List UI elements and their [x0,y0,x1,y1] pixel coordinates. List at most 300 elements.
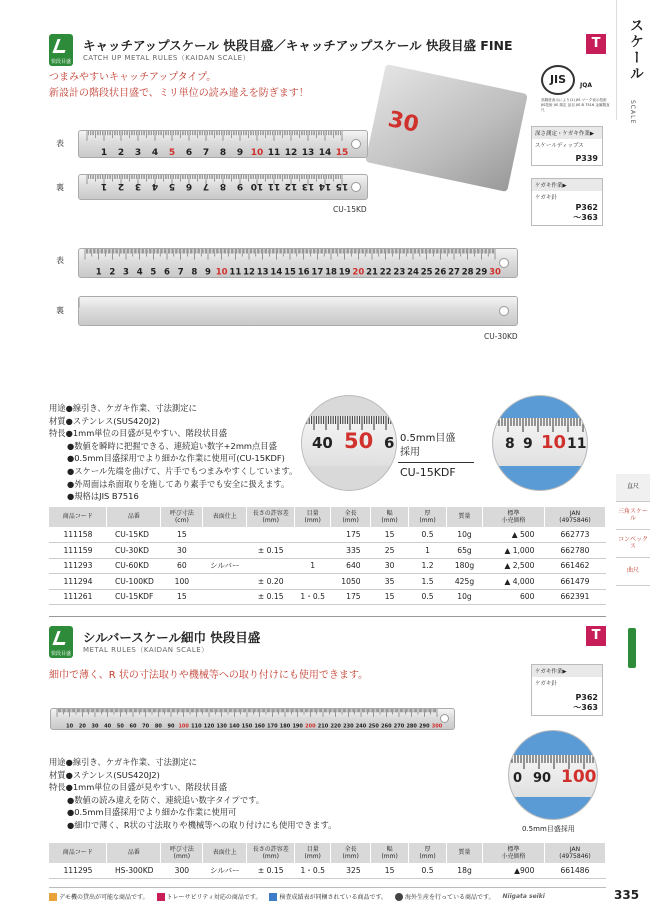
footer-item-inspect [269,892,387,902]
table-cell: CU-60KD [107,558,161,574]
table-header: 質量 [447,507,483,527]
zoom-number-red: 50 [344,429,374,453]
table-cell: 175 [331,527,371,543]
traceability-icon [157,893,165,901]
table-header: 標準 小売価格 [483,843,545,863]
ruler-cu15-front [78,130,368,158]
table-cell [203,527,247,543]
ruler-number: 160 [254,723,265,730]
ruler-scale [79,297,518,326]
table-cell: 111294 [49,574,107,590]
zoom-number: 40 [312,434,333,452]
table-cell: 18g [447,863,483,879]
table-header: 商品コード [49,507,107,527]
spec-bullet: ●規格はJIS B7516 [67,491,139,502]
ruler-number: 14 [270,267,283,278]
table-cell [295,574,331,590]
table-cell: ± 0.15 [247,863,295,879]
ruler-number: 19 [338,267,351,278]
table-header-row [49,507,606,527]
table-header: 長さの許容差 (mm) [247,507,295,527]
table-header: 質量 [447,843,483,863]
ruler-number: 6 [164,267,170,278]
ruler-number: 2 [117,181,125,192]
zoom-note: 0.5mm目盛採用 [522,825,575,833]
zoom-note [400,432,455,460]
jis-note: 高精度表示により(1) JIS マーク表示技術 JIS技術 JIS 規定 品目 JIS B 7516 金属製直尺 [541,98,610,112]
table-cell: 1・0.5 [295,863,331,879]
ruler-number: 180 [279,723,291,730]
table-cell: 662780 [544,543,605,559]
ruler-number: 15 [284,267,296,278]
ruler-hole [351,182,361,192]
spec-material: 材質●ステンレス(SUS420J2) [49,415,160,426]
zoom-number: 90 [533,771,552,786]
table-cell [203,574,247,590]
ruler-number: 3 [134,181,142,192]
table-cell: ± 0.15 [247,543,295,559]
ruler-scale [79,249,518,278]
jis-mark-icon: JIS [541,65,575,95]
lead-line-2: 新設計の階段状目盛で、ミリ単位の読み違えを防ぎます！ [49,88,309,99]
ruler-number: 4 [151,147,159,158]
table-cell: 0.5 [409,863,447,879]
table-row [49,543,606,559]
section1-subtitle: CATCH UP METAL RULES（KAIDAN SCALE） [83,54,251,62]
table-cell: 1.2 [409,558,447,574]
table-cell: 661479 [544,574,605,590]
table-header: 厚 (mm) [409,507,447,527]
section2-spec [49,756,336,832]
table-cell: 640 [331,558,371,574]
table-cell: 0.5 [409,527,447,543]
ruler-cu15-back [78,174,368,200]
ruler-number: 9 [236,147,244,158]
traceability-badge: T [586,34,606,54]
ruler-number: 150 [241,723,253,730]
table-cell: CU-100KD [107,574,161,590]
ruler-number: 130 [216,723,227,730]
logo-label: 快段目盛 [50,59,71,65]
ruler-cu30-front [78,248,518,278]
ruler-number: 240 [355,723,367,730]
table-cell: 661462 [544,558,605,574]
footer-item-demo [49,892,149,902]
ruler-number: 40 [104,723,112,730]
ruler-number: 18 [325,267,337,278]
table-cell: 600 [483,589,545,605]
ruler-number: 200 [305,723,316,730]
ruler-number: 12 [243,267,255,278]
ruler-number: 110 [191,723,202,730]
side-tabs [616,474,650,586]
spec-bullet: ●スケール先端を曲げて、片手でもつまみやすくしています。 [67,465,298,476]
spec-usage: 用途●線引き、ケガキ作業、寸法測定に [49,403,197,413]
ruler-hole [499,306,509,316]
globe-icon [395,893,403,901]
table-body [49,863,606,879]
ref-body-text: ケガキ針 [535,195,557,201]
spec-bullet: ●外周面は糸面取りを施してあり素手でも安全に扱えます。 [67,478,290,489]
zoom-number: 8 [505,436,515,452]
ruler-number: 10 [215,267,228,278]
ruler-number: 22 [379,267,392,278]
table-cell: ▲ 1,000 [483,543,545,559]
ruler-number: 140 [229,723,240,730]
ruler-number: 190 [292,723,303,730]
table-cell: 15 [161,589,203,605]
ruler-number: 270 [393,723,405,730]
model-label-cu15: CU-15KD [333,205,367,214]
table-row [49,558,606,574]
table-cell: CU-15KD [107,527,161,543]
ruler-number: 100 [178,723,189,730]
table-cell: 111159 [49,543,107,559]
table-header: 長さの許容差 (mm) [247,843,295,863]
table-cell: 1 [409,543,447,559]
table-cell: シルバー [203,863,247,879]
section2-header [49,626,606,660]
section2-subtitle: METAL RULES（KAIDAN SCALE） [83,646,209,654]
zoom-divider [398,462,474,463]
ruler-number: 15 [335,181,349,192]
zoom-model: CU-15KDF [400,466,456,479]
ruler-number: 70 [142,723,150,730]
table-cell: 10g [447,589,483,605]
ruler-number: 26 [434,267,447,278]
ruler-number: 6 [185,147,193,158]
table-cell: 335 [331,543,371,559]
table-cell: 15 [371,863,409,879]
table-header: 目量 (mm) [295,843,331,863]
ref-head: ケガキ作業▶ [532,665,602,677]
ruler-number: 210 [317,723,329,730]
table-header: 品番 [107,843,161,863]
ruler-number: 250 [368,723,379,730]
face-front-label: 表 [56,139,64,148]
zoom-number: 11 [567,436,587,452]
table-cell: 1・0.5 [295,589,331,605]
table-header: 品番 [107,507,161,527]
ruler-number: 1 [95,267,102,278]
table-header: 厚 (mm) [409,843,447,863]
table-cell: 111158 [49,527,107,543]
zoom-circle-blue [492,395,588,491]
ruler-number: 8 [191,267,198,278]
ruler-scale [51,709,455,730]
ruler-number: 5 [150,267,157,278]
ruler-number: 16 [297,267,310,278]
ruler-number: 11 [267,181,281,192]
ruler-number: 13 [301,147,315,158]
table-cell: 111293 [49,558,107,574]
table-cell: 425g [447,574,483,590]
ruler-hole [351,139,361,149]
table-cell: 10g [447,527,483,543]
ref-head: ケガキ作業▶ [532,179,602,191]
product-photo-number: 30 [385,107,421,138]
side-tab-triangle[interactable]: 三角スケール [616,502,650,530]
table-cell: 662773 [544,527,605,543]
table-header: 呼び寸法 (cm) [161,507,203,527]
ruler-number: 30 [91,723,99,730]
ref-body-text: スケールディップス [535,143,584,149]
section1-spec [49,402,297,503]
table-cell: 100 [161,574,203,590]
table-cell: 15 [161,527,203,543]
table-header: 表面仕上 [203,843,247,863]
face-back-label: 裏 [56,306,64,315]
table-cell: 325 [331,863,371,879]
ruler-number: 5 [168,181,176,192]
ref-body-text: ケガキ針 [535,681,557,687]
zoom-number: 6 [384,434,395,452]
zoom-number-red: 10 [541,432,567,453]
side-subtitle: SCALE [629,100,636,125]
ruler-hole [440,714,449,723]
ruler-number: 29 [475,267,488,278]
jqa-mark: JQA [580,82,592,89]
table-cell: ▲ 2,500 [483,558,545,574]
footer-text: 検査成績表が同梱されている商品です。 [279,893,387,901]
ruler-number: 10 [66,723,74,730]
section1-lead [49,70,309,102]
ref-body [532,191,602,225]
section-divider [49,616,606,617]
table-cell: 0.5 [409,589,447,605]
table-cell: 661486 [544,863,605,879]
table-header: 目量 (mm) [295,507,331,527]
table-header: 全長 (mm) [331,843,371,863]
table-cell: 25 [371,543,409,559]
ruler-number: 5 [168,147,176,158]
ruler-number: 10 [250,147,264,158]
page-number: 335 [614,888,640,902]
spec-material: 材質●ステンレス(SUS420J2) [49,769,160,780]
table-row [49,574,606,590]
table-header-row [49,843,606,863]
ruler-number: 6 [185,181,193,192]
zoom-circle-hs300 [508,730,598,820]
spec-bullet: ●数値を瞬時に把握できる、連続追い数字+2mm点目盛 [67,440,277,451]
ruler-cu30-back [78,296,518,326]
logo-label: 快段目盛 [50,651,71,657]
ruler-number: 170 [267,723,278,730]
table-cell: 1.5 [409,574,447,590]
table-cell: 300 [161,863,203,879]
ruler-number: 7 [202,147,210,158]
side-title: スケール [628,18,644,82]
ruler-number: 60 [129,723,137,730]
ruler-number: 8 [219,147,227,158]
footer-text: デモ機の貸出が可能な商品です。 [59,893,149,901]
ruler-number: 12 [284,147,298,158]
ref-box-scriber[interactable] [531,178,603,226]
ruler-number: 20 [352,267,365,278]
ruler-number: 230 [343,723,354,730]
side-header [616,0,650,125]
table-body [49,527,606,605]
ref-box-scriber-2[interactable] [531,664,603,716]
table-cell: 1050 [331,574,371,590]
ruler-number: 3 [134,147,142,158]
ruler-number: 11 [229,267,242,278]
ruler-scale [79,131,368,158]
table-cell [203,589,247,605]
page-footer [49,887,606,903]
footer-text: トレーサビリティ対応の商品です。 [166,893,262,901]
table-cell: シルバー [203,558,247,574]
table-header: 幅 (mm) [371,507,409,527]
kaidan-logo-icon [49,626,73,658]
spec-feature: 特長●1mm単位の目盛が見やすい、階段状目盛 [49,782,228,793]
side-tab-square[interactable]: 曲尺 [616,558,650,586]
table-header: 呼び寸法 (mm) [161,843,203,863]
ruler-number: 9 [236,181,244,192]
ruler-hs300 [50,708,455,730]
table-cell: 175 [331,589,371,605]
zoom-number: 0 [513,771,523,786]
table-cell: 111261 [49,589,107,605]
table-cell: 60 [161,558,203,574]
side-marker [628,628,636,668]
spec-bullet: ●0.5mm目盛採用でより細かな作業に使用可 [67,807,237,818]
ruler-number: 23 [393,267,406,278]
kaidan-logo-icon [49,34,73,66]
ruler-number: 21 [366,267,378,278]
table-cell [247,558,295,574]
ruler-number: 280 [406,723,417,730]
inspection-icon [269,893,277,901]
spec-bullet: ●数値の読み違えを防ぐ、連続追い数字タイプです。 [67,794,265,805]
footer-item-trace [157,892,262,902]
ruler-number: 8 [219,181,227,192]
zoom-number: 9 [523,436,533,452]
ref-page: P339 [575,154,598,163]
table-row [49,527,606,543]
table-cell: ± 0.20 [247,574,295,590]
table-cell: 65g [447,543,483,559]
ruler-number: 9 [205,267,211,278]
table-cell: HS-300KD [107,863,161,879]
zoom-note-line: 0.5mm目盛 [400,433,456,444]
table-row [49,589,606,605]
ruler-number: 12 [284,181,298,192]
ruler-number: 2 [117,147,125,158]
table-cell: 15 [371,589,409,605]
spec-feature: 特長●1mm単位の目盛が見やすい、階段状目盛 [49,428,228,439]
spec-bullet: ●0.5mm目盛採用でより細かな作業に使用可(CU-15KDF) [67,453,285,464]
ref-page: P362 〜363 [573,203,598,222]
table-cell [203,543,247,559]
table-cell: CU-30KD [107,543,161,559]
demo-icon [49,893,57,901]
ruler-number: 220 [330,723,341,730]
ruler-number: 14 [318,181,332,192]
ruler-number: 1 [100,181,108,192]
table-cell: 662391 [544,589,605,605]
ruler-number: 10 [250,181,264,192]
zoom-number-red: 100 [561,767,597,787]
table-header: JAN (4975846) [544,507,605,527]
table-cell: ± 0.15 [247,589,295,605]
table-cell: 30 [161,543,203,559]
ruler-number: 11 [267,147,281,158]
table-header: 表面仕上 [203,507,247,527]
ruler-number: 1 [100,147,108,158]
brand-logo: Niigata seiki [502,893,545,900]
footer-text: 海外生産を行っている商品です。 [404,893,495,901]
ruler-number: 290 [419,723,430,730]
table-cell: 15 [371,527,409,543]
table-cell: CU-15KDF [107,589,161,605]
footer-item-overseas [395,892,495,902]
side-tab-straight[interactable]: 直尺 [616,474,650,502]
section2-spec-table [49,843,606,879]
model-label-cu30: CU-30KD [484,332,518,341]
table-cell: 111295 [49,863,107,879]
ruler-number: 120 [203,723,215,730]
table-cell: ▲ 4,000 [483,574,545,590]
ruler-number: 13 [256,267,269,278]
ruler-number: 300 [431,723,443,730]
section1-spec-table [49,507,606,605]
section1-title: キャッチアップスケール 快段目盛／キャッチアップスケール 快段目盛 FINE [83,38,513,53]
ruler-number: 2 [109,267,116,278]
ruler-number: 260 [381,723,392,730]
table-header: JAN (4975846) [544,843,605,863]
traceability-badge: T [586,626,606,646]
ruler-number: 17 [311,267,324,278]
table-cell [295,527,331,543]
ref-body [532,677,602,715]
ruler-number: 30 [489,267,501,278]
table-cell: 35 [371,574,409,590]
ruler-number: 24 [407,267,419,278]
side-tab-convex[interactable]: コンベックス [616,530,650,558]
ruler-number: 20 [78,723,86,730]
ruler-number: 7 [202,181,210,192]
ref-page: P362 〜363 [573,693,598,712]
table-cell [247,527,295,543]
ref-box-dips[interactable] [531,126,603,166]
ruler-number: 15 [335,147,349,158]
ruler-number: 14 [318,147,332,158]
lead-line-1: つまみやすいキャッチアップタイプ。 [49,72,217,83]
ruler-number: 80 [154,723,162,730]
ref-head: 深さ測定・ケガキ作業▶ [532,127,602,139]
table-cell: 180g [447,558,483,574]
table-row [49,863,606,879]
spec-usage: 用途●線引き、ケガキ作業、寸法測定に [49,757,197,767]
table-cell: ▲900 [483,863,545,879]
face-back-label: 裏 [56,183,64,192]
table-cell [295,543,331,559]
table-cell: 1 [295,558,331,574]
section1-header [49,34,606,68]
ruler-number: 3 [123,267,129,278]
ruler-scale [79,175,368,200]
zoom-circle-15kdf [301,395,397,491]
ruler-number: 4 [151,181,159,192]
section2-lead: 細巾で薄く、R 状の寸法取りや機械等への取り付けにも使用できます。 [49,670,369,681]
ruler-number: 28 [461,267,474,278]
table-cell: ▲ 500 [483,527,545,543]
table-header: 標準 小売価格 [483,507,545,527]
ref-body [532,139,602,165]
ruler-number: 13 [301,181,315,192]
table-header: 幅 (mm) [371,843,409,863]
